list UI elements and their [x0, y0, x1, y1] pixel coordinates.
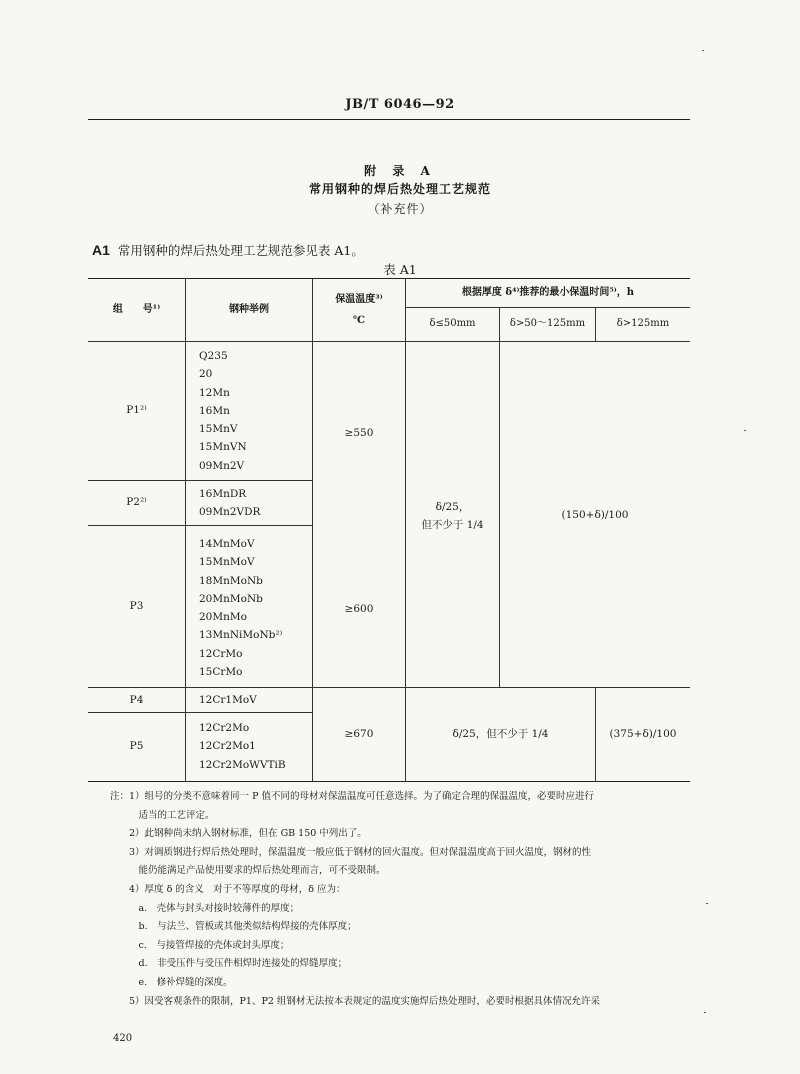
time-p1-p3-thin-line1: δ/25， [435, 501, 470, 513]
scan-speck [704, 1012, 706, 1013]
steel-grade: 16Mn [199, 404, 230, 417]
steel-list-p2 [199, 485, 260, 522]
note-line: e. 修补焊缝的深度。 [110, 976, 233, 988]
steel-grade: 20 [199, 368, 213, 381]
column-rule [499, 307, 500, 687]
steel-list-p5 [199, 719, 286, 774]
row-rule [405, 307, 690, 308]
note-line: 2）此钢种尚未纳入钢材标准，但在 GB 150 中列出了。 [110, 828, 367, 840]
page-number: 420 [113, 1033, 133, 1044]
note-line: 5）因受客观条件的限制，P1、P2 组钢材无法按本表规定的温度实施焊后热处理时，必要时根据具体情况允许采 [110, 995, 600, 1007]
header-rule [88, 119, 690, 120]
table-caption: 表 A1 [383, 262, 417, 277]
header-group: 组 号¹⁾ [112, 304, 161, 315]
header-hold-temp-unit: ℃ [353, 315, 365, 326]
steel-grade: 18MnMoNb [199, 574, 263, 587]
notes-section [110, 788, 700, 1011]
header-hold-time: 根据厚度 δ⁴⁾推荐的最小保温时间⁵⁾，h [461, 287, 635, 298]
scan-speck [702, 50, 704, 51]
steel-grade: 09Mn2VDR [199, 506, 261, 519]
note-line: 适当的工艺评定。 [110, 809, 215, 821]
note-line: a. 壳体与封头对接时较薄件的厚度； [110, 902, 300, 914]
intro-paragraph [92, 241, 364, 259]
note-line: b. 与法兰、管板或其他类似结构焊接的壳体厚度； [110, 921, 357, 933]
note-line: c. 与接管焊接的壳体或封头厚度； [110, 939, 290, 951]
steel-grade: 12Mn [199, 386, 230, 399]
temp-p3: ≥600 [344, 603, 374, 615]
steel-list-p3 [199, 535, 282, 681]
scan-speck [744, 430, 746, 431]
steel-grade: 15CrMo [199, 666, 243, 679]
column-rule [185, 279, 186, 781]
steel-grade: 12Cr2Mo [199, 722, 250, 734]
column-rule [312, 279, 313, 781]
clause-number: A1 [92, 242, 110, 258]
steel-grade: 14MnMoV [199, 538, 255, 550]
standard-number-header: JB/T 6046—92 [345, 97, 455, 112]
temp-p4-p5: ≥670 [344, 728, 374, 740]
steel-grade: 16MnDR [199, 488, 247, 500]
temp-p1-p2: ≥550 [344, 427, 374, 439]
header-bottom-rule [88, 341, 690, 342]
scan-speck [706, 903, 708, 904]
note-line: d. 非受压件与受压件相焊时连接处的焊缝厚度； [110, 958, 348, 970]
steel-grade: 09Mn2V [199, 459, 245, 472]
row-rule [88, 525, 312, 526]
row-rule [88, 712, 312, 713]
steel-list-p4 [199, 691, 257, 709]
header-thickness-2: δ>50～125mm [509, 318, 586, 329]
steel-grade: 20MnMo [199, 611, 247, 624]
group-label-p2: P2²⁾ [126, 496, 147, 508]
note-line: 3）对调质钢进行焊后热处理时，保温温度一般应低于钢材的回火温度。但对保温温度高于回火温度，钢材的性 [110, 846, 592, 858]
note-line: 能仍能满足产品使用要求的焊后热处理而言，可不受限制。 [110, 865, 386, 877]
steel-grade: 15MnV [199, 423, 238, 436]
group-label-p5: P5 [129, 740, 144, 752]
clause-text: 常用钢种的焊后热处理工艺规范参见表 A1。 [117, 243, 364, 258]
steel-grade: 12Cr1MoV [199, 694, 257, 706]
steel-grade: 12CrMo [199, 647, 243, 660]
appendix-subtitle: （补充件） [367, 202, 433, 216]
steel-list-p1 [199, 347, 247, 475]
time-p4-p5-combined: δ/25，但不少于 1/4 [452, 728, 549, 740]
time-p1-p3-thin-line2: 但不少于 1/4 [421, 519, 484, 531]
steel-grade: 12Cr2MoWVTiB [199, 758, 286, 771]
steel-grade: 15MnMoV [199, 556, 255, 569]
group-label-p1: P1²⁾ [126, 404, 147, 416]
steel-grade: 13MnNiMoNb²⁾ [199, 629, 283, 642]
steel-grade: 20MnMoNb [199, 592, 263, 605]
heat-treatment-table [88, 278, 690, 782]
row-rule [88, 687, 690, 688]
header-thickness-1: δ≤50mm [429, 318, 476, 329]
note-line: 注：1）组号的分类不意味着同一 P 值不同的母材对保温温度可任意选择。为了确定合理的保温温度，必要时应进行 [110, 791, 594, 802]
group-label-p4: P4 [129, 694, 144, 706]
note-line: 4）厚度 δ 的含义 对于不等厚度的母材，δ 应为： [110, 883, 346, 895]
steel-grade: 15MnVN [199, 441, 247, 454]
header-steel-examples: 钢种举例 [229, 304, 269, 315]
header-thickness-3: δ>125mm [616, 318, 670, 329]
time-p1-p3-thick: (150+δ)/100 [561, 509, 629, 521]
steel-grade: Q235 [199, 350, 228, 362]
time-p4-p5-thick: (375+δ)/100 [609, 728, 677, 740]
steel-grade: 12Cr2Mo1 [199, 740, 256, 753]
header-hold-temp: 保温温度³⁾ [335, 294, 383, 305]
appendix-title: 常用钢种的焊后热处理工艺规范 [308, 182, 491, 196]
row-rule [88, 480, 312, 481]
group-label-p3: P3 [129, 600, 144, 612]
appendix-label: 附 录 A [364, 164, 436, 178]
